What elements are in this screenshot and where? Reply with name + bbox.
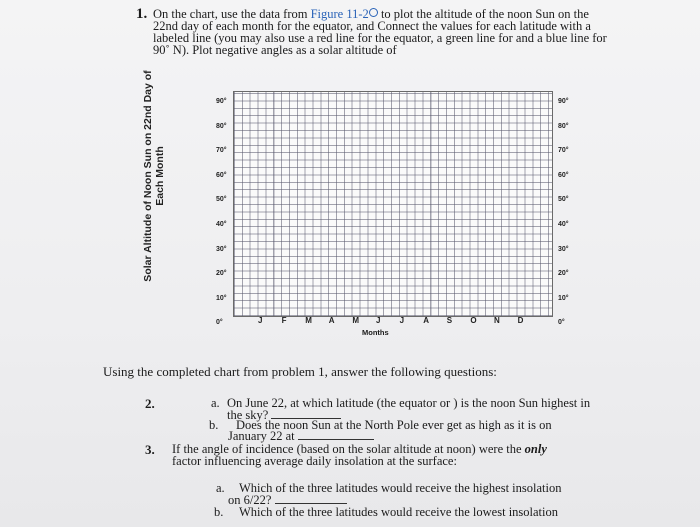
y-tick-right: 80°	[558, 122, 569, 130]
y-tick-left: 10°	[216, 294, 227, 302]
chart-grid	[233, 91, 553, 317]
question-2b-line2	[228, 430, 374, 442]
question-3b-text: Which of the three latitudes would receive the lowest insolation	[239, 505, 559, 519]
question-3a-line1: Which of the three latitudes would receive the highest insolation	[239, 481, 562, 495]
y-tick-left: 20°	[216, 270, 227, 278]
month-label: A	[423, 316, 429, 325]
question-1-text	[153, 8, 613, 56]
y-tick-right: 20°	[558, 270, 569, 278]
month-label: S	[446, 316, 453, 325]
answer-blank-3a[interactable]	[275, 494, 347, 504]
circle-icon	[369, 8, 378, 17]
question-3-text-start: If the angle of incidence (based on the solar altitude at noon) were the	[172, 442, 525, 456]
y-tick-right: 0°	[558, 319, 565, 327]
question-3a-label: a.	[216, 481, 225, 495]
y-axis-label-line2: Each Month	[154, 146, 166, 206]
month-label: F	[281, 316, 287, 325]
y-tick-left: 50°	[216, 196, 227, 204]
questions-intro: Using the completed chart from problem 1, answer the following questions:	[103, 364, 497, 379]
y-tick-right: 30°	[558, 245, 569, 253]
question-3-text-end: factor influencing average daily insolation at the surface:	[172, 454, 457, 468]
question-2b-line1: Does the noon Sun at the North Pole ever get as high as it is on	[236, 418, 552, 432]
question-2b-label: b.	[209, 418, 219, 432]
question-3-emphasis: only	[524, 442, 547, 456]
y-tick-right: 50°	[558, 196, 569, 204]
question-2b-line2-text: January 22 at	[228, 429, 295, 443]
y-tick-left: 60°	[216, 171, 227, 179]
y-tick-left: 30°	[216, 245, 227, 253]
question-2a-label: a.	[211, 396, 220, 410]
answer-blank-2b[interactable]	[298, 430, 374, 440]
y-tick-left: 70°	[216, 147, 227, 155]
y-axis-label	[142, 46, 166, 306]
month-label: M	[352, 316, 360, 325]
question-3b-label: b.	[214, 505, 224, 519]
y-tick-right: 70°	[558, 147, 569, 155]
question-3a-line2-text: on 6/22?	[228, 493, 272, 507]
y-tick-right: 40°	[558, 221, 569, 228]
month-label: N	[494, 316, 500, 325]
month-label: J	[376, 316, 381, 325]
y-tick-left: 0°	[216, 319, 223, 327]
question-1-text-end: to plot the altitude of the noon Sun on the 22nd day of each month for the equator, and Connect the values for each latitude with a labeled line (you may also use a red line for the equator, a green line for and a blue line for 90˚ N). Plot negative angles as a solar altitude of	[153, 7, 607, 57]
month-label: O	[470, 316, 477, 325]
month-label: J	[258, 316, 263, 325]
month-label: M	[305, 316, 312, 325]
question-1-text-start: On the chart, use the data from	[153, 7, 311, 21]
y-tick-right: 90°	[558, 98, 569, 105]
month-label: D	[517, 316, 524, 325]
y-tick-left: 40°	[216, 221, 227, 228]
x-axis-label: Months	[362, 328, 389, 337]
question-1-number: 1.	[136, 6, 148, 22]
question-2a-body: On June 22, at which latitude (the equator or ) is the noon Sun highest in the sky?	[227, 396, 591, 422]
y-axis-label-line1: Solar Altitude of Noon Sun on 22nd Day of	[142, 70, 154, 282]
figure-link[interactable]: Figure 11-2	[310, 7, 369, 21]
y-tick-left: 90°	[216, 98, 227, 105]
question-3-text	[172, 443, 602, 467]
question-3-number: 3.	[145, 442, 155, 457]
y-tick-right: 60°	[558, 171, 569, 179]
month-label: J	[399, 316, 405, 325]
month-label: A	[328, 316, 335, 325]
y-tick-right: 10°	[558, 294, 569, 302]
question-2-number: 2.	[145, 396, 155, 411]
y-tick-left: 80°	[216, 122, 227, 130]
